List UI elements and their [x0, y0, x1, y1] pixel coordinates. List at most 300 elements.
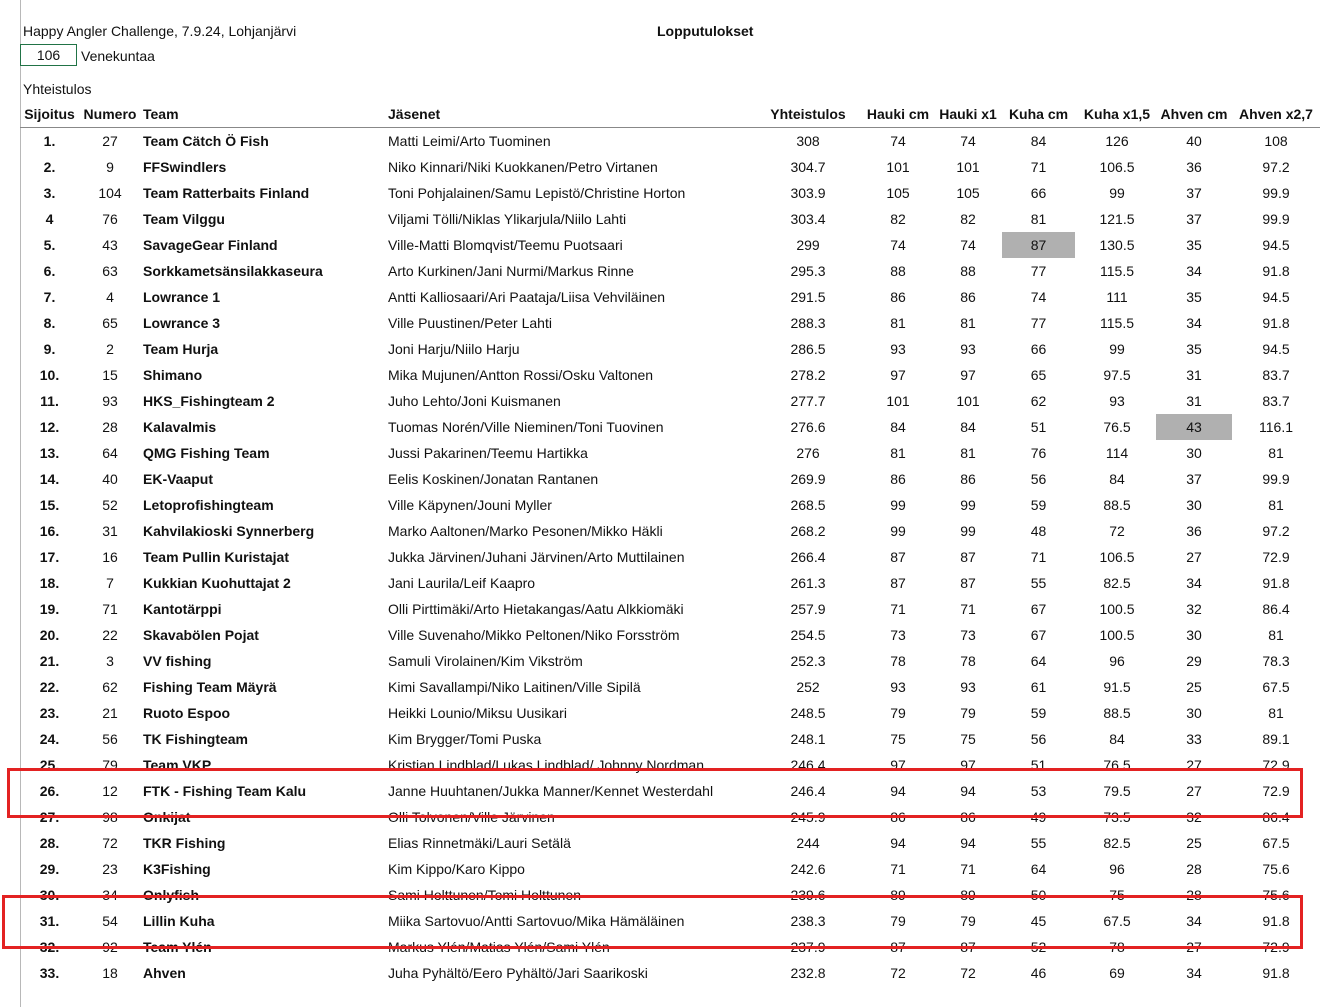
kuha-cm-cell[interactable]: 64: [1030, 653, 1047, 669]
hauki-x-cell[interactable]: 99: [960, 523, 976, 539]
hauki-cm-cell[interactable]: 81: [890, 445, 906, 461]
kuha-x-cell[interactable]: 88.5: [1103, 497, 1131, 513]
kuha-cm-cell[interactable]: 71: [1030, 549, 1047, 565]
kuha-x-cell[interactable]: 106.5: [1099, 549, 1135, 565]
hauki-cm-cell[interactable]: 71: [890, 601, 906, 617]
kuha-x-cell[interactable]: 78: [1109, 939, 1125, 955]
hauki-x-cell[interactable]: 97: [960, 367, 976, 383]
kuha-cm-cell[interactable]: 67: [1030, 627, 1047, 643]
kuha-x-cell[interactable]: 99: [1109, 341, 1125, 357]
members-cell[interactable]: Olli Tolvonen/Ville Järvinen: [388, 809, 555, 825]
hauki-x-cell[interactable]: 73: [960, 627, 976, 643]
ahven-cm-cell[interactable]: 34: [1186, 263, 1202, 279]
total-cell[interactable]: 276: [796, 445, 820, 461]
rank-cell[interactable]: 19.: [39, 601, 60, 617]
total-cell[interactable]: 303.4: [790, 211, 826, 227]
rank-cell[interactable]: 26.: [39, 783, 60, 799]
number-cell[interactable]: 3: [106, 653, 114, 669]
kuha-cm-cell[interactable]: 66: [1030, 185, 1047, 201]
kuha-x-cell[interactable]: 99: [1109, 185, 1125, 201]
kuha-cm-cell[interactable]: 59: [1030, 705, 1047, 721]
ahven-x-cell[interactable]: 94.5: [1262, 289, 1290, 305]
hauki-x-cell[interactable]: 84: [960, 419, 976, 435]
total-cell[interactable]: 308: [796, 133, 820, 149]
hauki-x-cell[interactable]: 86: [960, 471, 976, 487]
members-cell[interactable]: Kimi Savallampi/Niko Laitinen/Ville Sipilä: [388, 679, 641, 695]
kuha-x-cell[interactable]: 67.5: [1103, 913, 1131, 929]
kuha-cm-cell[interactable]: 53: [1030, 783, 1047, 799]
ahven-cm-cell[interactable]: 31: [1186, 367, 1202, 383]
members-cell[interactable]: Marko Aaltonen/Marko Pesonen/Mikko Häkli: [388, 523, 663, 539]
kuha-x-cell[interactable]: 111: [1106, 289, 1128, 305]
hauki-x-cell[interactable]: 86: [960, 809, 976, 825]
hauki-cm-cell[interactable]: 72: [890, 965, 906, 981]
rank-cell[interactable]: 16.: [39, 523, 60, 539]
kuha-cm-cell[interactable]: 74: [1030, 289, 1047, 305]
rank-cell[interactable]: 22.: [39, 679, 60, 695]
kuha-x-cell[interactable]: 82.5: [1103, 575, 1131, 591]
number-cell[interactable]: 16: [102, 549, 118, 565]
hauki-cm-cell[interactable]: 101: [886, 159, 910, 175]
kuha-x-cell[interactable]: 97.5: [1103, 367, 1131, 383]
total-cell[interactable]: 278.2: [790, 367, 826, 383]
ahven-cm-cell[interactable]: 37: [1186, 211, 1202, 227]
ahven-cm-cell[interactable]: 43: [1156, 414, 1232, 440]
hauki-x-cell[interactable]: 105: [956, 185, 980, 201]
team-cell[interactable]: Team VKP: [143, 757, 212, 773]
hauki-cm-cell[interactable]: 71: [890, 861, 906, 877]
kuha-x-cell[interactable]: 115.5: [1100, 315, 1134, 331]
total-cell[interactable]: 244: [796, 835, 820, 851]
hauki-x-cell[interactable]: 94: [960, 783, 976, 799]
rank-cell[interactable]: 17.: [39, 549, 60, 565]
rank-cell[interactable]: 23.: [39, 705, 60, 721]
rank-cell[interactable]: 15.: [39, 497, 60, 513]
kuha-cm-cell[interactable]: 84: [1030, 133, 1047, 149]
hauki-cm-cell[interactable]: 74: [890, 133, 906, 149]
number-cell[interactable]: 12: [102, 783, 118, 799]
number-cell[interactable]: 71: [102, 601, 118, 617]
team-cell[interactable]: VV fishing: [143, 653, 212, 669]
total-cell[interactable]: 242.6: [790, 861, 826, 877]
kuha-cm-cell[interactable]: 50: [1030, 887, 1047, 903]
ahven-x-cell[interactable]: 91.8: [1262, 263, 1290, 279]
hauki-cm-cell[interactable]: 87: [890, 575, 906, 591]
rank-cell[interactable]: 24.: [39, 731, 60, 747]
members-cell[interactable]: Viljami Tölli/Niklas Ylikarjula/Niilo Lahti: [388, 211, 627, 227]
ahven-x-cell[interactable]: 99.9: [1262, 185, 1290, 201]
ahven-x-cell[interactable]: 91.8: [1262, 575, 1290, 591]
kuha-cm-cell[interactable]: 71: [1030, 159, 1047, 175]
ahven-cm-cell[interactable]: 25: [1186, 835, 1202, 851]
kuha-cm-cell[interactable]: 48: [1030, 523, 1047, 539]
kuha-cm-cell[interactable]: 76: [1030, 445, 1047, 461]
kuha-x-cell[interactable]: 130.5: [1099, 237, 1135, 253]
ahven-x-cell[interactable]: 108: [1264, 133, 1288, 149]
members-cell[interactable]: Niko Kinnari/Niki Kuokkanen/Petro Virtanen: [388, 159, 658, 175]
hauki-x-cell[interactable]: 89: [960, 887, 976, 903]
ahven-x-cell[interactable]: 72.9: [1262, 783, 1290, 799]
number-cell[interactable]: 15: [102, 367, 118, 383]
members-cell[interactable]: Juho Lehto/Joni Kuismanen: [388, 393, 561, 409]
members-cell[interactable]: Antti Kalliosaari/Ari Paataja/Liisa Vehviläinen: [388, 289, 666, 305]
total-cell[interactable]: 257.9: [790, 601, 826, 617]
number-cell[interactable]: 76: [102, 211, 118, 227]
kuha-cm-cell[interactable]: 49: [1030, 809, 1047, 825]
kuha-cm-cell[interactable]: 46: [1030, 965, 1047, 981]
hauki-x-cell[interactable]: 93: [960, 341, 976, 357]
rank-cell[interactable]: 30.: [39, 887, 60, 903]
team-cell[interactable]: Onlyfish: [143, 887, 200, 903]
hauki-x-cell[interactable]: 71: [960, 601, 976, 617]
total-cell[interactable]: 276.6: [790, 419, 826, 435]
ahven-x-cell[interactable]: 86.4: [1262, 809, 1290, 825]
hauki-x-cell[interactable]: 94: [960, 835, 976, 851]
team-cell[interactable]: Sorkkametsänsilakkaseura: [143, 263, 323, 279]
hauki-x-cell[interactable]: 74: [960, 237, 976, 253]
ahven-cm-cell[interactable]: 34: [1186, 575, 1202, 591]
kuha-cm-cell[interactable]: 59: [1030, 497, 1047, 513]
rank-cell[interactable]: 1.: [43, 133, 56, 149]
hauki-cm-cell[interactable]: 93: [890, 341, 906, 357]
rank-cell[interactable]: 20.: [39, 627, 60, 643]
ahven-x-cell[interactable]: 99.9: [1262, 471, 1290, 487]
number-cell[interactable]: 27: [102, 133, 118, 149]
total-cell[interactable]: 295.3: [790, 263, 826, 279]
kuha-x-cell[interactable]: 100.5: [1099, 627, 1135, 643]
hauki-cm-cell[interactable]: 88: [890, 263, 906, 279]
members-cell[interactable]: Markus Ylén/Matias Ylén/Sami Ylén: [388, 939, 610, 955]
members-cell[interactable]: Eelis Koskinen/Jonatan Rantanen: [388, 471, 599, 487]
ahven-x-cell[interactable]: 91.8: [1262, 913, 1290, 929]
hauki-cm-cell[interactable]: 82: [890, 211, 906, 227]
team-cell[interactable]: Skavabölen Pojat: [143, 627, 259, 643]
kuha-x-cell[interactable]: 76.5: [1103, 419, 1131, 435]
members-cell[interactable]: Sami Holttunen/Tomi Holttunen: [388, 887, 581, 903]
members-cell[interactable]: Janne Huuhtanen/Jukka Manner/Kennet Westerdahl: [388, 783, 714, 799]
ahven-x-cell[interactable]: 86.4: [1262, 601, 1290, 617]
team-cell[interactable]: Onkijat: [143, 809, 191, 825]
kuha-x-cell[interactable]: 79.5: [1103, 783, 1131, 799]
kuha-x-cell[interactable]: 96: [1109, 653, 1125, 669]
ahven-x-cell[interactable]: 72.9: [1262, 939, 1290, 955]
ahven-cm-cell[interactable]: 27: [1186, 939, 1202, 955]
number-cell[interactable]: 63: [102, 263, 118, 279]
members-cell[interactable]: Ville Puustinen/Peter Lahti: [388, 315, 552, 331]
team-cell[interactable]: Fishing Team Mäyrä: [143, 679, 277, 695]
number-cell[interactable]: 65: [102, 315, 118, 331]
hauki-cm-cell[interactable]: 93: [890, 679, 906, 695]
members-cell[interactable]: Mika Mujunen/Antton Rossi/Osku Valtonen: [388, 367, 654, 383]
team-cell[interactable]: K3Fishing: [143, 861, 211, 877]
team-cell[interactable]: Shimano: [143, 367, 203, 383]
kuha-x-cell[interactable]: 106.5: [1099, 159, 1135, 175]
rank-cell[interactable]: 14.: [39, 471, 60, 487]
total-cell[interactable]: 245.9: [790, 809, 826, 825]
ahven-cm-cell[interactable]: 37: [1186, 471, 1202, 487]
kuha-cm-cell[interactable]: 65: [1030, 367, 1047, 383]
members-cell[interactable]: Miika Sartovuo/Antti Sartovuo/Mika Hämäläinen: [388, 913, 685, 929]
ahven-cm-cell[interactable]: 30: [1186, 445, 1202, 461]
ahven-cm-cell[interactable]: 28: [1186, 861, 1202, 877]
hauki-cm-cell[interactable]: 87: [890, 549, 906, 565]
total-cell[interactable]: 269.9: [790, 471, 826, 487]
total-cell[interactable]: 268.5: [790, 497, 826, 513]
members-cell[interactable]: Samuli Virolainen/Kim Vikström: [388, 653, 583, 669]
members-cell[interactable]: Joni Harju/Niilo Harju: [388, 341, 520, 357]
total-cell[interactable]: 291.5: [790, 289, 826, 305]
total-cell[interactable]: 248.1: [790, 731, 826, 747]
members-cell[interactable]: Toni Pohjalainen/Samu Lepistö/Christine Horton: [388, 185, 686, 201]
kuha-cm-cell[interactable]: 66: [1030, 341, 1047, 357]
rank-cell[interactable]: 8.: [43, 315, 56, 331]
team-cell[interactable]: Team Ylén: [143, 939, 212, 955]
team-cell[interactable]: Team Hurja: [143, 341, 219, 357]
total-cell[interactable]: 246.4: [790, 757, 826, 773]
rank-cell[interactable]: 29.: [39, 861, 60, 877]
number-cell[interactable]: 40: [102, 471, 118, 487]
ahven-cm-cell[interactable]: 34: [1186, 965, 1202, 981]
members-cell[interactable]: Arto Kurkinen/Jani Nurmi/Markus Rinne: [388, 263, 634, 279]
number-cell[interactable]: 62: [102, 679, 118, 695]
ahven-x-cell[interactable]: 94.5: [1262, 237, 1290, 253]
number-cell[interactable]: 9: [106, 159, 114, 175]
team-cell[interactable]: Kalavalmis: [143, 419, 217, 435]
rank-cell[interactable]: 32.: [39, 939, 60, 955]
ahven-cm-cell[interactable]: 25: [1186, 679, 1202, 695]
hauki-x-cell[interactable]: 99: [960, 497, 976, 513]
hauki-x-cell[interactable]: 81: [960, 315, 976, 331]
hauki-x-cell[interactable]: 88: [960, 263, 976, 279]
ahven-cm-cell[interactable]: 27: [1186, 783, 1202, 799]
ahven-x-cell[interactable]: 99.9: [1262, 211, 1290, 227]
total-cell[interactable]: 254.5: [790, 627, 826, 643]
ahven-x-cell[interactable]: 97.2: [1262, 523, 1290, 539]
number-cell[interactable]: 18: [102, 965, 118, 981]
members-cell[interactable]: Jussi Pakarinen/Teemu Hartikka: [388, 445, 588, 461]
kuha-x-cell[interactable]: 126: [1105, 133, 1129, 149]
team-cell[interactable]: EK-Vaaput: [143, 471, 214, 487]
kuha-cm-cell[interactable]: 55: [1030, 835, 1047, 851]
hauki-cm-cell[interactable]: 94: [890, 835, 906, 851]
kuha-cm-cell[interactable]: 56: [1030, 471, 1047, 487]
kuha-x-cell[interactable]: 91.5: [1103, 679, 1131, 695]
hauki-cm-cell[interactable]: 74: [890, 237, 906, 253]
number-cell[interactable]: 56: [102, 731, 118, 747]
rank-cell[interactable]: 10.: [39, 367, 60, 383]
members-cell[interactable]: Kim Kippo/Karo Kippo: [388, 861, 525, 877]
kuha-x-cell[interactable]: 88.5: [1103, 705, 1131, 721]
hauki-cm-cell[interactable]: 86: [890, 809, 906, 825]
ahven-cm-cell[interactable]: 35: [1186, 289, 1202, 305]
number-cell[interactable]: 2: [106, 341, 114, 357]
kuha-x-cell[interactable]: 114: [1105, 445, 1129, 461]
kuha-cm-cell[interactable]: 45: [1030, 913, 1047, 929]
ahven-cm-cell[interactable]: 40: [1186, 133, 1202, 149]
members-cell[interactable]: Jani Laurila/Leif Kaapro: [388, 575, 536, 591]
kuha-x-cell[interactable]: 84: [1109, 731, 1125, 747]
number-cell[interactable]: 79: [102, 757, 118, 773]
hauki-cm-cell[interactable]: 84: [890, 419, 906, 435]
hauki-cm-cell[interactable]: 87: [890, 939, 906, 955]
total-cell[interactable]: 277.7: [790, 393, 826, 409]
kuha-x-cell[interactable]: 75: [1109, 887, 1125, 903]
hauki-cm-cell[interactable]: 79: [890, 705, 906, 721]
team-cell[interactable]: Team Pullin Kuristajat: [143, 549, 289, 565]
members-cell[interactable]: Tuomas Norén/Ville Nieminen/Toni Tuovinen: [388, 419, 664, 435]
team-cell[interactable]: TK Fishingteam: [143, 731, 249, 747]
rank-cell[interactable]: 11.: [40, 393, 59, 409]
hauki-cm-cell[interactable]: 86: [890, 289, 906, 305]
team-cell[interactable]: FTK - Fishing Team Kalu: [143, 783, 307, 799]
total-cell[interactable]: 232.8: [790, 965, 826, 981]
rank-cell[interactable]: 2.: [43, 159, 56, 175]
kuha-x-cell[interactable]: 76.5: [1103, 757, 1131, 773]
hauki-cm-cell[interactable]: 75: [890, 731, 906, 747]
members-cell[interactable]: Elias Rinnetmäki/Lauri Setälä: [388, 835, 571, 851]
ahven-x-cell[interactable]: 75.6: [1262, 887, 1290, 903]
total-cell[interactable]: 261.3: [790, 575, 826, 591]
rank-cell[interactable]: 3.: [43, 185, 56, 201]
ahven-cm-cell[interactable]: 33: [1186, 731, 1202, 747]
kuha-cm-cell[interactable]: 81: [1030, 211, 1047, 227]
hauki-cm-cell[interactable]: 99: [890, 523, 906, 539]
team-cell[interactable]: Ahven: [143, 965, 186, 981]
hauki-cm-cell[interactable]: 89: [890, 887, 906, 903]
hauki-x-cell[interactable]: 86: [960, 289, 976, 305]
rank-cell[interactable]: 31.: [39, 913, 60, 929]
kuha-cm-cell[interactable]: 52: [1030, 939, 1047, 955]
ahven-x-cell[interactable]: 81: [1268, 497, 1284, 513]
kuha-x-cell[interactable]: 84: [1109, 471, 1125, 487]
rank-cell[interactable]: 28.: [39, 835, 60, 851]
members-cell[interactable]: Heikki Lounio/Miksu Uusikari: [388, 705, 567, 721]
ahven-cm-cell[interactable]: 35: [1186, 341, 1202, 357]
number-cell[interactable]: 64: [102, 445, 118, 461]
ahven-x-cell[interactable]: 89.1: [1262, 731, 1290, 747]
ahven-x-cell[interactable]: 81: [1268, 705, 1284, 721]
ahven-cm-cell[interactable]: 37: [1186, 185, 1202, 201]
kuha-x-cell[interactable]: 121.5: [1099, 211, 1135, 227]
team-cell[interactable]: Lowrance 1: [143, 289, 221, 305]
hauki-cm-cell[interactable]: 97: [890, 757, 906, 773]
hauki-cm-cell[interactable]: 99: [890, 497, 906, 513]
team-cell[interactable]: Team Vilggu: [143, 211, 225, 227]
rank-cell[interactable]: 27.: [39, 809, 60, 825]
kuha-cm-cell[interactable]: 51: [1030, 757, 1047, 773]
ahven-x-cell[interactable]: 97.2: [1262, 159, 1290, 175]
ahven-x-cell[interactable]: 78.3: [1262, 653, 1290, 669]
hauki-x-cell[interactable]: 82: [960, 211, 976, 227]
kuha-cm-cell[interactable]: 67: [1030, 601, 1047, 617]
kuha-cm-cell[interactable]: 51: [1030, 419, 1047, 435]
total-cell[interactable]: 286.5: [790, 341, 826, 357]
hauki-x-cell[interactable]: 101: [956, 393, 980, 409]
hauki-cm-cell[interactable]: 79: [890, 913, 906, 929]
hauki-x-cell[interactable]: 87: [960, 575, 976, 591]
ahven-cm-cell[interactable]: 34: [1186, 315, 1202, 331]
members-cell[interactable]: Juha Pyhältö/Eero Pyhältö/Jari Saarikoski: [388, 965, 648, 981]
ahven-cm-cell[interactable]: 28: [1186, 887, 1202, 903]
number-cell[interactable]: 21: [102, 705, 118, 721]
ahven-x-cell[interactable]: 67.5: [1262, 835, 1290, 851]
team-cell[interactable]: TKR Fishing: [143, 835, 226, 851]
hauki-x-cell[interactable]: 71: [960, 861, 976, 877]
hauki-x-cell[interactable]: 93: [960, 679, 976, 695]
kuha-cm-cell[interactable]: 77: [1030, 263, 1047, 279]
members-cell[interactable]: Ville-Matti Blomqvist/Teemu Puotsaari: [388, 237, 623, 253]
number-cell[interactable]: 34: [102, 887, 118, 903]
hauki-x-cell[interactable]: 87: [960, 549, 976, 565]
number-cell[interactable]: 72: [102, 835, 118, 851]
team-cell[interactable]: Kahvilakioski Synnerberg: [143, 523, 315, 539]
boat-count-cell[interactable]: 106: [20, 44, 77, 66]
kuha-x-cell[interactable]: 73.5: [1103, 809, 1131, 825]
hauki-x-cell[interactable]: 79: [960, 705, 976, 721]
ahven-x-cell[interactable]: 83.7: [1262, 393, 1290, 409]
rank-cell[interactable]: 7.: [43, 289, 56, 305]
ahven-x-cell[interactable]: 81: [1268, 627, 1284, 643]
hauki-x-cell[interactable]: 81: [960, 445, 976, 461]
hauki-x-cell[interactable]: 87: [960, 939, 976, 955]
hauki-cm-cell[interactable]: 101: [886, 393, 910, 409]
rank-cell[interactable]: 4: [45, 211, 54, 227]
hauki-x-cell[interactable]: 79: [960, 913, 976, 929]
team-cell[interactable]: Letoprofishingteam: [143, 497, 274, 513]
kuha-x-cell[interactable]: 100.5: [1099, 601, 1135, 617]
rank-cell[interactable]: 5.: [43, 237, 56, 253]
ahven-cm-cell[interactable]: 35: [1186, 237, 1202, 253]
members-cell[interactable]: Kim Brygger/Tomi Puska: [388, 731, 542, 747]
kuha-x-cell[interactable]: 69: [1109, 965, 1125, 981]
kuha-cm-cell[interactable]: 64: [1030, 861, 1047, 877]
total-cell[interactable]: 238.3: [790, 913, 826, 929]
team-cell[interactable]: Ruoto Espoo: [143, 705, 231, 721]
members-cell[interactable]: Kristian Lindblad/Lukas Lindblad/ Johnny Nordman: [388, 757, 704, 773]
ahven-cm-cell[interactable]: 27: [1186, 757, 1202, 773]
total-cell[interactable]: 252: [796, 679, 820, 695]
hauki-cm-cell[interactable]: 86: [890, 471, 906, 487]
number-cell[interactable]: 92: [102, 939, 118, 955]
kuha-x-cell[interactable]: 115.5: [1100, 263, 1134, 279]
number-cell[interactable]: 7: [106, 575, 114, 591]
hauki-cm-cell[interactable]: 94: [890, 783, 906, 799]
hauki-cm-cell[interactable]: 78: [890, 653, 906, 669]
total-cell[interactable]: 299: [796, 237, 820, 253]
hauki-cm-cell[interactable]: 97: [890, 367, 906, 383]
hauki-x-cell[interactable]: 74: [960, 133, 976, 149]
number-cell[interactable]: 31: [102, 523, 118, 539]
team-cell[interactable]: Kukkian Kuohuttajat 2: [143, 575, 291, 591]
members-cell[interactable]: Ville Suvenaho/Mikko Peltonen/Niko Forsström: [388, 627, 680, 643]
hauki-x-cell[interactable]: 72: [960, 965, 976, 981]
rank-cell[interactable]: 9.: [43, 341, 56, 357]
ahven-cm-cell[interactable]: 32: [1186, 809, 1202, 825]
kuha-cm-cell[interactable]: 77: [1030, 315, 1047, 331]
number-cell[interactable]: 98: [102, 809, 118, 825]
kuha-cm-cell[interactable]: 61: [1030, 679, 1047, 695]
number-cell[interactable]: 54: [102, 913, 118, 929]
team-cell[interactable]: Team Ratterbaits Finland: [143, 185, 310, 201]
number-cell[interactable]: 43: [102, 237, 118, 253]
total-cell[interactable]: 266.4: [790, 549, 826, 565]
rank-cell[interactable]: 6.: [43, 263, 56, 279]
ahven-cm-cell[interactable]: 29: [1186, 653, 1202, 669]
hauki-x-cell[interactable]: 78: [960, 653, 976, 669]
kuha-cm-cell[interactable]: 62: [1030, 393, 1047, 409]
team-cell[interactable]: Kantotärppi: [143, 601, 222, 617]
number-cell[interactable]: 23: [102, 861, 118, 877]
